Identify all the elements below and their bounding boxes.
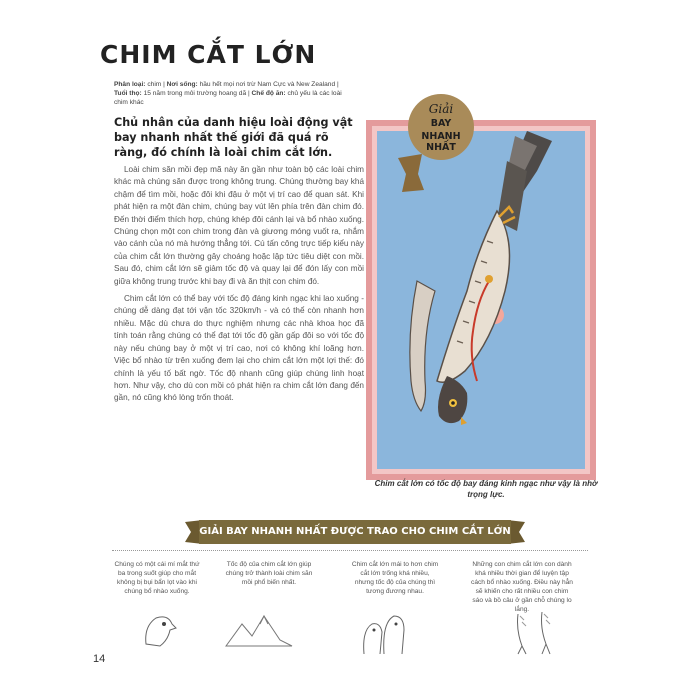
fact-3: Chim cắt lớn mái to hơn chim cắt lớn trống khá nhiều, nhưng tốc độ của chúng thì tương đương nhau. (351, 561, 439, 595)
paragraph: Loài chim săn mồi đẹp mã này ăn gần như toàn bộ các loài chim khác mà chúng săn được trong không trung. Chúng thường bay khá chậm để tìm mồi, hoặc đôi khi đậu ở một vị trí cao để quan sát. Khi phát hiện ra một đàn chim, chúng bay vút lên phía trên đàn chim đó. Đến thời điểm thích hợp, chúng khép đôi cánh lại và bổ nhào xuống. Chúng chọn một con chim trong đàn và giương móng vuốt ra, nhắm vào cánh của nó mà hướng thẳng tới. Cú tấn công trực tiếp kiểu này của chim cắt lớn thường gây choáng hoặc lập tức tiêu diệt con mồi. Sau đó, chim cắt lớn sẽ giảm tốc độ và quay lại để đón lấy con mồi giữa không trung trước khi bay đi và ăn thịt con chim đó. (114, 165, 364, 286)
class-label: Phân loại: (114, 81, 146, 88)
falcon-pair-icon (358, 610, 408, 656)
award-badge (408, 94, 474, 160)
paragraph: Chim cắt lớn có thể bay với tốc độ đáng kinh ngạc khi lao xuống - chúng dễ dàng đạt tới vận tốc 320km/h - và có thể còn nhanh hơn nhiều. Mặc dù chưa do thực nghiệm nhưng các nhà khoa học đã tính toán rằng chúng có thể đạt tới tốc độ gần gấp đôi so với tốc độ này nếu chúng bay ở một vị trí cao, nơi có không khí loãng hơn. Việc bổ nhào từ trên xuống đem lại cho chim cắt lớn một lợi thế: đó chính là yếu tố bất ngờ. Tốc độ nhanh cũng giúp chúng linh hoạt hơn. Như vậy, cho dù con mồi có phát hiện ra chim cắt lớn đang đến gần, nó cũng khó lòng trốn thoát. (114, 294, 364, 403)
page-number: 14 (93, 653, 106, 665)
ribbon-icon (396, 154, 426, 194)
mountains-icon (224, 610, 294, 650)
diet-value: chủ yếu là các loài chim khác (114, 90, 342, 106)
award-line-3: NHANH NHẤT (421, 131, 461, 153)
illustration-caption: Chim cắt lớn có tốc độ bay đáng kinh ngạc như vậy là nhờ trọng lực. (374, 479, 598, 499)
body-text (114, 164, 364, 410)
page-title: CHIM CẮT LỚN (100, 40, 317, 69)
fact-2: Tốc độ của chim cắt lớn giúp chúng trở thành loài chim săn mồi phổ biến nhất. (225, 561, 313, 586)
diet-label: Chế độ ăn: (251, 90, 286, 97)
award-banner: GIẢI BAY NHANH NHẤT ĐƯỢC TRAO CHO CHIM CẮT LỚN (199, 526, 511, 537)
fact-4: Những con chim cắt lớn con dành khá nhiều thời gian để luyện tập cách bổ nhào xuống. Điều này hẳn sẽ khiến cho rất nhiều con chim sáo và bồ câu ở gần chỗ chúng lo lắng. (471, 561, 573, 613)
falcon-chicks-icon (512, 610, 562, 656)
falcon-lower-wing (410, 281, 435, 411)
lead-paragraph: Chủ nhân của danh hiệu loài động vật bay nhanh nhất thế giới đã quá rõ ràng, đó chính là loài chim cắt lớn. (114, 116, 353, 159)
divider (112, 550, 588, 551)
fact-1: Chúng có một cái mí mắt thứ ba trong suốt giúp cho mắt không bị bụi bẩn lọt vào khi chúng bổ nhào xuống. (114, 561, 200, 595)
habitat-value: hầu hết mọi nơi trừ Nam Cực và New Zealand (199, 81, 336, 88)
lifespan-label: Tuổi thọ: (114, 90, 142, 97)
species-info: Phân loại: chim | Nơi sống: hầu hết mọi nơi trừ Nam Cực và New Zealand | Tuổi thọ: 15 năm trong môi trường hoang dã | Chế độ ăn: chủ yếu là các loài chim khác (114, 81, 342, 106)
habitat-label: Nơi sống: (166, 81, 198, 88)
falcon-body (437, 211, 510, 382)
falcon-beak (461, 417, 467, 425)
class-value: chim (147, 81, 162, 88)
lifespan-value: 15 năm trong môi trường hoang dã (143, 90, 247, 97)
award-line-1: Giải (428, 102, 454, 116)
award-line-2: BAY (430, 118, 452, 129)
falcon-head-icon (138, 610, 178, 650)
